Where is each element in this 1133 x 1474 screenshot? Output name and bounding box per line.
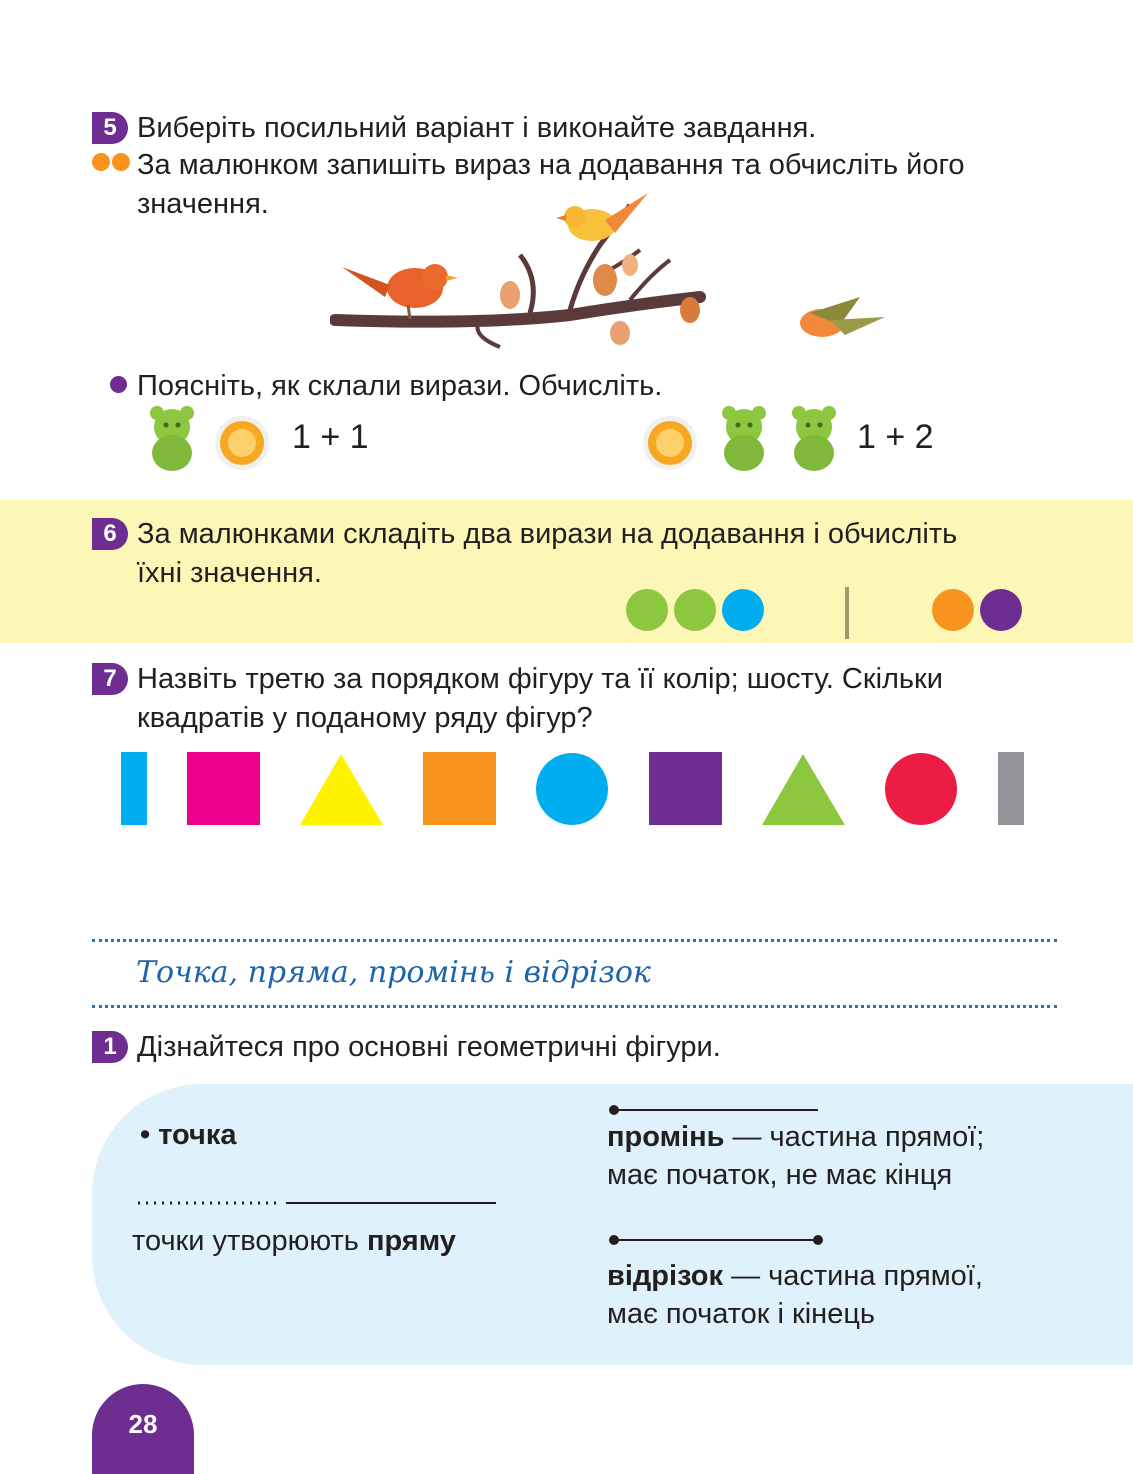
task-1-badge: 1	[92, 1031, 128, 1063]
divider	[845, 587, 849, 639]
dotted-divider-bottom	[92, 1005, 1057, 1008]
task-5-level2-line1: За малюнком запишіть вираз на додавання та обчисліть його	[137, 149, 965, 181]
gummy-bear-icon	[150, 406, 194, 471]
ray-definition-text: — частина прямої;	[732, 1121, 985, 1153]
task-5-badge: 5	[92, 112, 128, 144]
colored-circles-group-1	[626, 589, 764, 631]
flying-bird-icon	[800, 297, 885, 337]
yellow-bird-icon	[556, 193, 648, 241]
ray-definition-line1	[607, 1118, 984, 1156]
line-term: пряму	[366, 1225, 456, 1257]
green-circle-icon	[674, 589, 716, 631]
line-definition	[132, 1222, 456, 1260]
task-7-line1: Назвіть третю за порядком фігуру та її колір; шосту. Скільки	[137, 663, 943, 695]
bear-candy-group-2	[636, 405, 846, 477]
candy-icon	[215, 416, 269, 470]
candy-icon	[643, 416, 697, 470]
purple-circle-icon	[980, 589, 1022, 631]
orange-square-shape	[423, 752, 496, 825]
segment-definition-line2: має початок і кінець	[607, 1298, 876, 1330]
magenta-square-shape	[187, 752, 260, 825]
dots-and-line-illustration	[136, 1190, 501, 1210]
task-5-level1: Поясніть, як склали вирази. Обчисліть.	[137, 370, 663, 402]
red-circle-shape	[885, 753, 957, 825]
segment-definition-text: — частина прямої,	[731, 1260, 983, 1292]
colored-circles-group-2	[932, 589, 1022, 631]
expression-1: 1 + 1	[292, 418, 369, 456]
gummy-bear-icon	[792, 406, 836, 471]
dotted-divider-top	[92, 939, 1057, 942]
green-triangle-shape	[762, 754, 845, 825]
point-definition: • точка	[140, 1119, 237, 1151]
task-6-line2: їхні значення.	[137, 557, 322, 589]
task-5-instruction: Виберіть посильний варіант і виконайте завдання.	[137, 112, 817, 144]
segment-illustration	[606, 1230, 831, 1250]
branch-icon	[335, 205, 700, 347]
segment-term: відрізок	[607, 1260, 723, 1292]
blue-circle-icon	[722, 589, 764, 631]
segment-definition-line1	[607, 1257, 983, 1295]
yellow-triangle-shape	[300, 754, 383, 825]
page-number: 28	[92, 1384, 194, 1474]
ray-term: промінь	[607, 1121, 725, 1153]
line-definition-text: точки утворюють	[132, 1225, 359, 1257]
bear-candy-group-1	[140, 405, 275, 475]
task-7-line2: квадратів у поданому ряду фігур?	[137, 702, 593, 734]
task-6-line1: За малюнками складіть два вирази на додавання і обчисліть	[137, 518, 958, 550]
task-1-instruction: Дізнайтеся про основні геометричні фігури.	[137, 1031, 721, 1063]
red-bird-icon	[342, 264, 458, 319]
task-7-badge: 7	[92, 663, 128, 695]
blue-circle-shape	[536, 753, 608, 825]
gummy-bear-icon	[722, 406, 766, 471]
task-5-level2-line2: значення.	[137, 188, 269, 220]
purple-square-shape	[649, 752, 722, 825]
green-circle-icon	[626, 589, 668, 631]
expression-2: 1 + 2	[857, 418, 934, 456]
lesson-heading: Точка, пряма, промінь і відрізок	[136, 955, 651, 990]
ray-illustration	[606, 1100, 826, 1120]
birds-on-branch-illustration	[330, 185, 900, 355]
ray-definition-line2: має початок, не має кінця	[607, 1159, 953, 1191]
level-one-dot-icon	[110, 376, 127, 398]
blue-bar-shape	[121, 752, 147, 825]
gray-bar-shape	[998, 752, 1024, 825]
shapes-row	[110, 750, 1040, 830]
orange-circle-icon	[932, 589, 974, 631]
task-6-badge: 6	[92, 518, 128, 550]
point-term: точка	[158, 1119, 237, 1151]
level-two-dots-icon	[92, 153, 130, 176]
